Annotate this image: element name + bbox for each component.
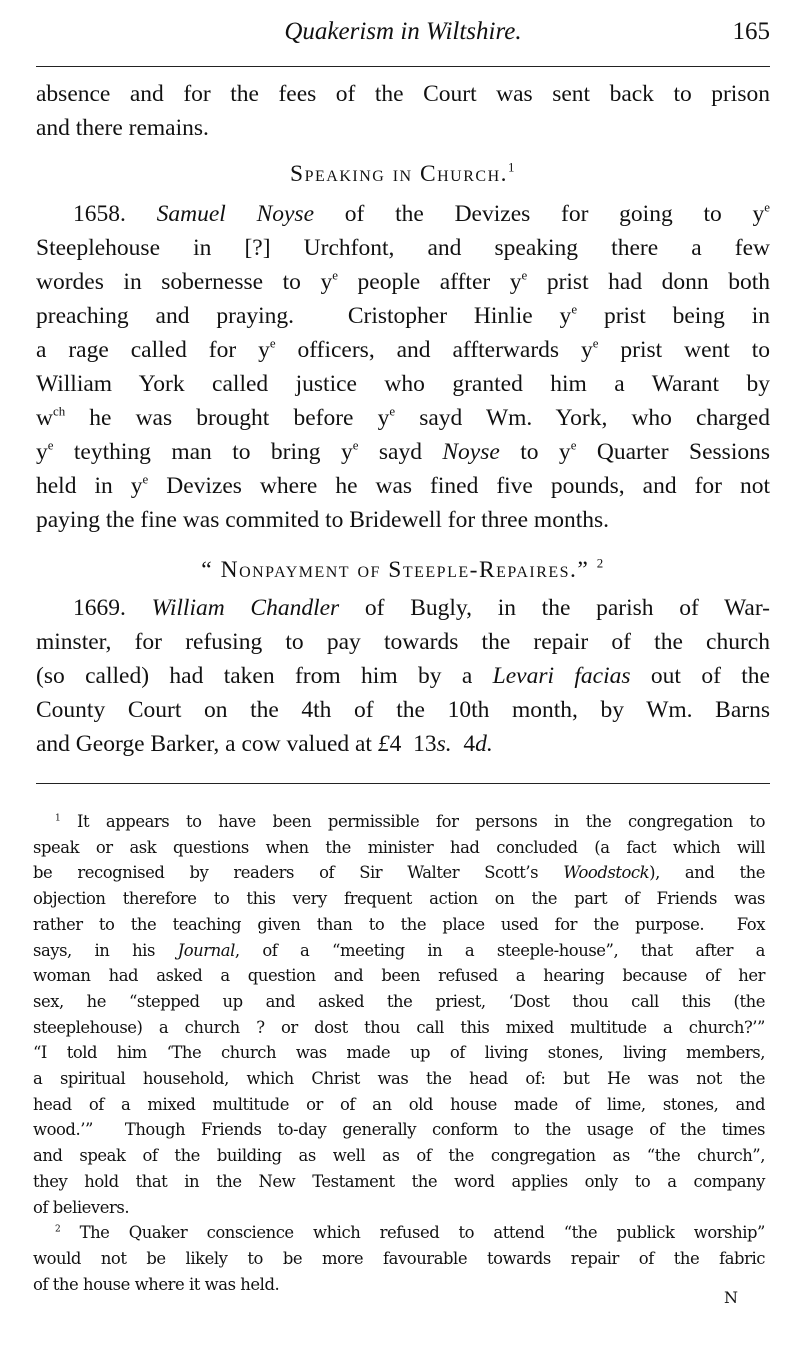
text-run: of the house where it was held. xyxy=(33,1274,280,1294)
heading-text: “ Nonpayment of Steeple-Repaires.” xyxy=(201,557,590,583)
text-run: prist being in xyxy=(577,303,770,329)
footnote-2 xyxy=(33,1220,765,1297)
text-run: absence and for the fees of the Court was sent back to prison xyxy=(36,81,770,107)
text-line xyxy=(33,1143,765,1169)
text-run: would not be likely to be more favourable towards repair of the fabric xyxy=(33,1248,765,1268)
text-run: officers, and affterwards y xyxy=(275,337,593,363)
paragraph-1669 xyxy=(36,591,770,761)
text-run: wordes in sobernesse to y xyxy=(36,269,333,295)
italic-text: Noyse xyxy=(442,439,500,465)
text-run: a rage called for y xyxy=(36,337,270,363)
paragraph-1658 xyxy=(36,197,770,537)
text-line xyxy=(33,1066,765,1092)
text-run: rather to the teaching given than to the place used for the purpose. Fox xyxy=(33,914,765,934)
text-run: 1669. xyxy=(73,595,152,621)
text-run: they hold that in the New Testament the word applies only to a company xyxy=(33,1171,765,1191)
text-line xyxy=(33,963,765,989)
text-line xyxy=(33,989,765,1015)
text-line xyxy=(36,659,770,693)
text-line xyxy=(33,1169,765,1195)
superscript: e xyxy=(269,335,276,351)
page-header xyxy=(36,14,770,54)
text-run: Devizes where he was fined five pounds, and for not xyxy=(148,473,770,499)
text-run: Steeplehouse in [?] Urchfont, and speaking there a few xyxy=(36,235,770,261)
footnote-ref: 2 xyxy=(596,555,605,571)
text-run: 4 xyxy=(451,731,476,757)
text-run: people affter y xyxy=(337,269,522,295)
text-run: steeplehouse) a church ? or dost thou call this mixed multitude a church?’” xyxy=(33,1017,765,1037)
paragraph-continuation xyxy=(36,77,770,145)
text-line xyxy=(36,77,770,111)
superscript: 1 xyxy=(55,813,61,824)
header-rule xyxy=(36,66,770,67)
text-run: y xyxy=(36,439,48,465)
italic-text: d. xyxy=(475,731,493,757)
text-run: be recognised by readers of Sir Walter Scott’s xyxy=(33,863,564,883)
text-run: out of the xyxy=(630,663,770,689)
footnote-ref: 1 xyxy=(508,159,516,175)
footnotes xyxy=(33,809,765,1297)
text-run: , of a “meeting in a steeple-house”, that after a xyxy=(234,940,765,960)
italic-text: Levari facias xyxy=(492,663,631,689)
text-run: preaching and praying. Cristopher Hinlie y xyxy=(36,303,572,329)
text-run: Quarter Sessions xyxy=(576,439,770,465)
text-run: sex, he “stepped up and asked the priest, ‘Dost thou call this (the xyxy=(33,991,765,1011)
text-line xyxy=(36,333,770,367)
text-line xyxy=(33,1220,765,1246)
italic-text: Woodstock xyxy=(563,863,650,883)
text-line xyxy=(33,912,765,938)
text-line xyxy=(36,265,770,299)
footnote-rule xyxy=(36,783,770,784)
signature-mark: N xyxy=(724,1288,738,1307)
text-run: The Quaker conscience which refused to attend “the publick worship” xyxy=(60,1223,765,1243)
text-line xyxy=(36,231,770,265)
text-line xyxy=(36,693,770,727)
superscript: ch xyxy=(52,403,66,419)
text-line xyxy=(36,299,770,333)
text-run: sayd Wm. York, who charged xyxy=(395,405,770,431)
italic-text: William Chandler xyxy=(151,595,340,621)
text-run: prist had donn both xyxy=(527,269,770,295)
text-run: paying the fine was commited to Bridewell for three months. xyxy=(36,507,609,533)
italic-text: s. xyxy=(436,731,452,757)
text-line xyxy=(33,809,765,835)
text-run: woman had asked a question and been refused a hearing because of her xyxy=(33,966,765,986)
footnote-1 xyxy=(33,809,765,1220)
section-heading-nonpayment xyxy=(36,553,770,587)
text-run: w xyxy=(36,405,53,431)
text-run: head of a mixed multitude or of an old house made of lime, stones, and xyxy=(33,1094,765,1114)
italic-text: £ xyxy=(377,731,390,757)
text-run: objection therefore to this very frequent action on the part of Friends was xyxy=(33,889,765,909)
text-run: says, in his xyxy=(33,940,178,960)
text-run: he was brought before y xyxy=(65,405,390,431)
text-line xyxy=(36,727,770,761)
superscript: e xyxy=(571,301,578,317)
text-line xyxy=(36,197,770,231)
superscript: e xyxy=(570,437,577,453)
text-line xyxy=(33,1246,765,1272)
superscript: e xyxy=(389,403,396,419)
text-line xyxy=(33,1015,765,1041)
superscript: e xyxy=(352,437,359,453)
text-run: It appears to have been permissible for persons in the congregation to xyxy=(60,812,765,831)
text-run: “I told him ‘The church was made up of living stones, living members, xyxy=(33,1043,765,1063)
text-run: and George Barker, a cow valued at xyxy=(36,731,378,757)
running-title: Quakerism in Wiltshire. xyxy=(284,18,522,45)
text-line xyxy=(36,625,770,659)
text-run: minster, for refusing to pay towards the repair of the church xyxy=(36,629,770,655)
text-run: prist went to xyxy=(598,337,770,363)
superscript: e xyxy=(592,335,599,351)
text-run: County Court on the 4th of the 10th month, by Wm. Barns xyxy=(36,697,770,723)
text-line xyxy=(33,1117,765,1143)
text-run: to y xyxy=(499,439,571,465)
text-run: of the Devizes for going to y xyxy=(314,201,765,227)
text-run: and speak of the building as well as of the congregation as “the church”, xyxy=(33,1146,765,1166)
text-line xyxy=(33,860,765,886)
superscript: e xyxy=(47,437,54,453)
text-run: speak or ask questions when the minister had concluded (a fact which will xyxy=(33,837,765,857)
text-run: held in y xyxy=(36,473,143,499)
text-run: and there remains. xyxy=(36,115,209,141)
text-run: 1658. xyxy=(73,201,157,227)
text-run: William York called justice who granted him a Warant by xyxy=(36,371,770,397)
text-line xyxy=(33,938,765,964)
text-run: teything man to bring y xyxy=(53,439,353,465)
text-line xyxy=(33,1040,765,1066)
text-line xyxy=(36,435,770,469)
text-line xyxy=(33,1195,765,1221)
italic-text: Journal xyxy=(177,940,235,960)
main-text xyxy=(36,77,770,761)
superscript: e xyxy=(142,471,149,487)
superscript: 2 xyxy=(55,1224,61,1235)
text-line xyxy=(36,469,770,503)
superscript: e xyxy=(521,267,528,283)
italic-text: Samuel Noyse xyxy=(156,201,315,227)
text-line xyxy=(33,835,765,861)
text-run: wood.’” Though Friends to-day generally conform to the usage of the times xyxy=(33,1120,765,1140)
text-line xyxy=(36,111,770,145)
text-run: 4 13 xyxy=(389,731,437,757)
page-number: 165 xyxy=(732,18,770,45)
section-heading-speaking-in-church xyxy=(36,157,770,191)
text-run: of believers. xyxy=(33,1197,130,1217)
text-run: sayd xyxy=(358,439,443,465)
text-line xyxy=(33,1272,765,1298)
text-run: ), and the xyxy=(649,863,765,883)
text-run: of Bugly, in the parish of War- xyxy=(339,595,771,621)
text-run: a spiritual household, which Christ was the head of: but He was not the xyxy=(33,1069,765,1089)
text-line xyxy=(36,367,770,401)
heading-text: Speaking in Church. xyxy=(290,161,509,187)
superscript: e xyxy=(764,199,770,215)
text-run: (so called) had taken from him by a xyxy=(36,663,493,689)
text-line xyxy=(36,591,770,625)
text-line xyxy=(36,401,770,435)
text-line xyxy=(33,886,765,912)
superscript: e xyxy=(332,267,338,283)
text-line xyxy=(33,1092,765,1118)
text-line xyxy=(36,503,770,537)
